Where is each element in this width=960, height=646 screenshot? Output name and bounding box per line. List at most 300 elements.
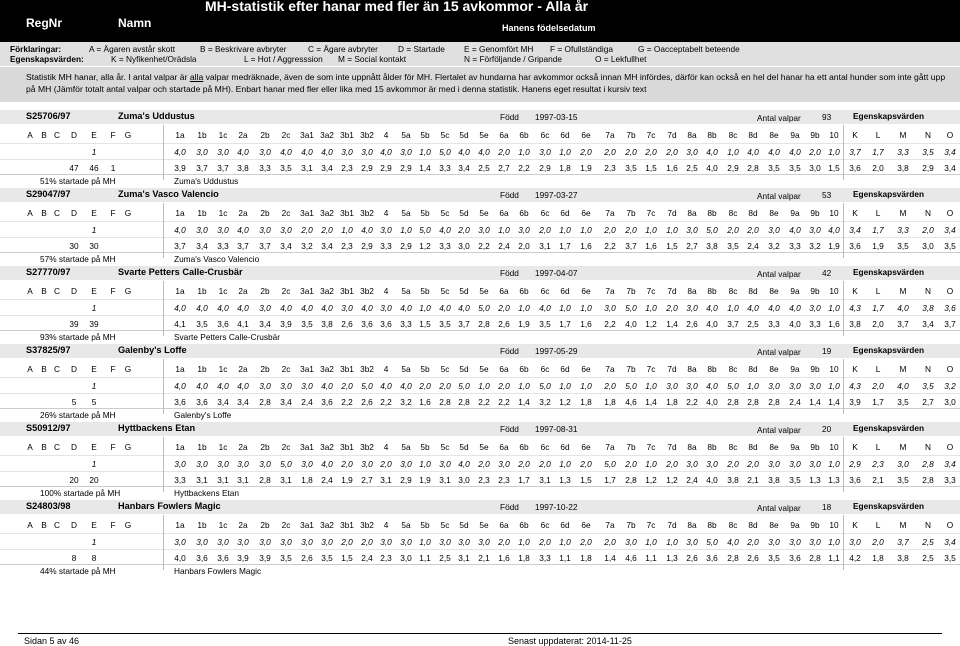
own-kl-value: 3,0: [849, 537, 861, 547]
row-separator: [0, 330, 960, 331]
kl-column-header: N: [925, 442, 931, 452]
kl-column-header: N: [925, 208, 931, 218]
own-kl-value: 3,7: [849, 147, 861, 157]
fodd-label: Född: [500, 112, 519, 122]
avg-mh-value: 3,5: [321, 553, 333, 563]
own-kl-value: 1,7: [872, 225, 884, 235]
own-mh-value: 4,0: [768, 303, 780, 313]
abc-column-header: A: [27, 286, 33, 296]
mh-column-header: 5c: [440, 364, 450, 374]
avg-mh-value: 2,4: [747, 241, 759, 251]
own-mh-value: 1,0: [580, 303, 592, 313]
own-mh-value: 4,0: [747, 303, 759, 313]
own-mh-value: 3,0: [237, 459, 249, 469]
kl-column-header: O: [946, 442, 954, 452]
own-result-e: 1: [91, 303, 97, 313]
column-separator: [843, 437, 844, 492]
mh-column-header: 7a: [605, 364, 615, 374]
dog-regnr: S37825/97: [26, 345, 71, 355]
avg-mh-value: 2,9: [400, 475, 412, 485]
mh-column-header: 4: [383, 208, 389, 218]
mh-column-header: 3a1: [300, 442, 314, 452]
mh-column-header: 1a: [175, 442, 185, 452]
own-mh-value: 5,0: [727, 381, 739, 391]
avg-mh-value: 2,8: [727, 553, 739, 563]
mh-column-header: 8e: [769, 520, 779, 530]
avg-kl-value: 3,5: [944, 553, 956, 563]
dog-birthdate: 1997-10-22: [535, 502, 578, 512]
mh-column-header: 2a: [238, 208, 248, 218]
avg-mh-value: 1,6: [580, 241, 592, 251]
egenskapsvarden-label: Egenskapsvärden: [853, 189, 925, 199]
mh-column-header: 7c: [646, 208, 656, 218]
abc-column-header: A: [27, 442, 33, 452]
own-mh-value: 4,0: [196, 303, 208, 313]
own-kl-value: 3,7: [897, 537, 909, 547]
antal-valpar-label: Antal valpar: [757, 191, 801, 201]
mh-column-header: 5a: [401, 208, 411, 218]
own-mh-value: 4,0: [361, 303, 373, 313]
avg-mh-value: 3,3: [259, 163, 271, 173]
mh-column-header: 1a: [175, 520, 185, 530]
abc-column-header: E: [91, 520, 97, 530]
mh-column-header: 8e: [769, 130, 779, 140]
avg-mh-value: 2,8: [747, 163, 759, 173]
own-mh-value: 2,0: [341, 459, 353, 469]
legend: [0, 42, 960, 66]
own-mh-value: 4,0: [321, 147, 333, 157]
own-mh-value: 3,0: [768, 537, 780, 547]
abc-count: 30: [69, 241, 79, 251]
avg-mh-value: 3,1: [196, 475, 208, 485]
abc-count: 8: [91, 553, 97, 563]
mh-column-header: 9a: [790, 442, 800, 452]
mh-column-header: 1b: [197, 208, 207, 218]
avg-mh-value: 2,8: [458, 397, 470, 407]
mh-column-header: 7a: [605, 520, 615, 530]
legend-item: A = Ägaren avstår skott: [89, 44, 176, 54]
legend-item: B = Beskrivare avbryter: [200, 44, 287, 54]
kl-column-header: L: [875, 208, 881, 218]
mh-column-header: 6a: [499, 520, 509, 530]
avg-mh-value: 2,6: [498, 319, 510, 329]
avg-mh-value: 1,6: [828, 319, 840, 329]
mh-column-header: 6c: [540, 364, 550, 374]
own-mh-value: 5,0: [539, 381, 551, 391]
legend-item: E = Genomfört MH: [464, 44, 534, 54]
egenskapsvarden-label: Egenskapsvärden: [853, 111, 925, 121]
own-mh-value: 3,0: [809, 459, 821, 469]
own-mh-value: 2,0: [580, 459, 592, 469]
own-mh-value: 3,0: [321, 537, 333, 547]
avg-mh-value: 4,6: [625, 397, 637, 407]
mh-column-header: 7b: [626, 286, 636, 296]
avg-mh-value: 2,0: [518, 241, 530, 251]
avg-mh-value: 2,4: [686, 475, 698, 485]
own-mh-value: 1,0: [828, 147, 840, 157]
own-mh-value: 2,0: [747, 225, 759, 235]
own-kl-value: 2,9: [849, 459, 861, 469]
avg-mh-value: 2,9: [361, 241, 373, 251]
column-separator: [843, 359, 844, 414]
kl-column-header: O: [946, 286, 954, 296]
row-separator: [0, 315, 960, 316]
kl-column-header: K: [852, 442, 858, 452]
mh-column-header: 6e: [581, 520, 591, 530]
avg-mh-value: 2,8: [439, 397, 451, 407]
dog-block: [0, 266, 960, 346]
avg-mh-value: 3,3: [439, 241, 451, 251]
abc-column-header: D: [71, 208, 77, 218]
own-mh-value: 2,0: [727, 459, 739, 469]
abc-column-header: C: [54, 520, 60, 530]
own-mh-value: 3,0: [686, 225, 698, 235]
own-mh-value: 1,0: [518, 537, 530, 547]
mh-column-header: 2b: [260, 130, 270, 140]
avg-mh-value: 1,4: [419, 163, 431, 173]
dog-block: [0, 344, 960, 424]
own-mh-value: 5,0: [478, 303, 490, 313]
avg-mh-value: 2,7: [498, 163, 510, 173]
mh-column-header: 8b: [707, 286, 717, 296]
own-mh-value: 4,0: [380, 147, 392, 157]
own-kl-value: 2,0: [872, 537, 884, 547]
mh-column-header: 5d: [459, 442, 469, 452]
avg-mh-value: 1,8: [580, 397, 592, 407]
dog-birthdate: 1997-03-27: [535, 190, 578, 200]
abc-column-header: A: [27, 364, 33, 374]
own-mh-value: 3,0: [380, 537, 392, 547]
own-mh-value: 5,0: [280, 459, 292, 469]
avg-mh-value: 2,7: [686, 241, 698, 251]
kl-column-header: N: [925, 286, 931, 296]
avg-mh-value: 3,4: [280, 397, 292, 407]
avg-mh-value: 1,1: [645, 553, 657, 563]
own-mh-value: 4,0: [174, 225, 186, 235]
notice-underlined: alla: [189, 72, 204, 82]
avg-mh-value: 2,9: [380, 163, 392, 173]
avg-kl-value: 3,9: [849, 397, 861, 407]
abc-column-header: B: [41, 286, 47, 296]
avg-kl-value: 3,0: [944, 397, 956, 407]
mh-column-header: 6d: [560, 364, 570, 374]
kl-column-header: O: [946, 364, 954, 374]
own-mh-value: 3,0: [789, 381, 801, 391]
own-kl-value: 3,2: [944, 381, 956, 391]
last-updated: Senast uppdaterat: 2014-11-25: [508, 636, 632, 646]
avg-kl-value: 1,7: [872, 397, 884, 407]
dog-regnr: S25706/97: [26, 111, 71, 121]
mh-column-header: 5d: [459, 208, 469, 218]
avg-mh-value: 1,3: [666, 553, 678, 563]
own-mh-value: 2,0: [439, 381, 451, 391]
own-mh-value: 3,0: [768, 459, 780, 469]
abc-column-header: D: [71, 364, 77, 374]
avg-mh-value: 3,1: [380, 475, 392, 485]
avg-kl-value: 3,5: [897, 397, 909, 407]
namn-heading: Namn: [118, 16, 152, 30]
row-separator: [0, 486, 960, 487]
antal-valpar-label: Antal valpar: [757, 347, 801, 357]
own-mh-value: 2,0: [645, 147, 657, 157]
avg-mh-value: 1,4: [828, 397, 840, 407]
own-mh-value: 4,0: [301, 147, 313, 157]
own-mh-value: 1,0: [580, 225, 592, 235]
own-mh-value: 3,0: [259, 459, 271, 469]
avg-mh-value: 3,1: [237, 475, 249, 485]
avg-mh-value: 3,6: [217, 319, 229, 329]
avg-mh-value: 3,3: [539, 553, 551, 563]
kl-column-header: L: [875, 130, 881, 140]
mh-column-header: 3b1: [340, 442, 354, 452]
avg-mh-value: 4,0: [706, 397, 718, 407]
own-mh-value: 3,0: [217, 537, 229, 547]
mh-column-header: 5c: [440, 286, 450, 296]
own-result-e: 1: [91, 147, 97, 157]
avg-mh-value: 1,8: [604, 397, 616, 407]
own-mh-value: 5,0: [625, 381, 637, 391]
page-number: Sidan 5 av 46: [24, 636, 80, 646]
own-mh-value: 4,0: [706, 303, 718, 313]
mh-column-header: 6a: [499, 442, 509, 452]
mh-column-header: 10: [829, 442, 839, 452]
abc-column-header: C: [54, 130, 60, 140]
mh-column-header: 7d: [667, 286, 677, 296]
avg-mh-value: 3,4: [237, 397, 249, 407]
own-mh-value: 3,0: [217, 147, 229, 157]
avg-kl-value: 3,7: [897, 319, 909, 329]
dog-name-repeat: Hyttbackens Etan: [174, 488, 240, 498]
avg-mh-value: 4,6: [625, 553, 637, 563]
dog-birthdate: 1997-08-31: [535, 424, 578, 434]
avg-mh-value: 3,8: [706, 241, 718, 251]
own-mh-value: 3,0: [259, 225, 271, 235]
avg-mh-value: 3,6: [217, 553, 229, 563]
dog-name: Svarte Petters Calle-Crusbär: [118, 267, 243, 277]
avg-mh-value: 2,3: [498, 475, 510, 485]
avg-mh-value: 2,2: [478, 397, 490, 407]
mh-column-header: 3b2: [360, 208, 374, 218]
avg-mh-value: 3,7: [237, 241, 249, 251]
mh-column-header: 1b: [197, 286, 207, 296]
avg-mh-value: 3,6: [361, 319, 373, 329]
column-separator: [843, 281, 844, 336]
abc-count: 5: [71, 397, 77, 407]
antal-valpar-value: 19: [822, 346, 832, 356]
avg-kl-value: 1,8: [872, 553, 884, 563]
mh-column-header: 7c: [646, 442, 656, 452]
own-mh-value: 5,0: [706, 537, 718, 547]
avg-mh-value: 1,2: [666, 475, 678, 485]
avg-mh-value: 3,1: [439, 475, 451, 485]
own-mh-value: 3,0: [625, 537, 637, 547]
avg-mh-value: 3,1: [280, 475, 292, 485]
mh-column-header: 5a: [401, 130, 411, 140]
own-mh-value: 2,0: [380, 459, 392, 469]
column-separator: [163, 359, 164, 414]
own-mh-value: 3,0: [280, 225, 292, 235]
mh-column-header: 6a: [499, 208, 509, 218]
own-mh-value: 3,0: [809, 537, 821, 547]
mh-column-header: 8b: [707, 208, 717, 218]
legend-item: M = Social kontakt: [338, 54, 407, 64]
mh-column-header: 7d: [667, 442, 677, 452]
mh-column-header: 7b: [626, 364, 636, 374]
kl-column-header: O: [946, 520, 954, 530]
mh-column-header: 7d: [667, 520, 677, 530]
kl-column-header: L: [875, 520, 881, 530]
mh-column-header: 3a1: [300, 520, 314, 530]
dog-name-repeat: Galenby's Loffe: [174, 410, 232, 420]
egenskapsvarden-label: Egenskapsvärden: [853, 345, 925, 355]
avg-mh-value: 2,9: [361, 163, 373, 173]
own-mh-value: 4,0: [174, 303, 186, 313]
own-mh-value: 1,0: [518, 303, 530, 313]
mh-column-header: 9b: [810, 208, 820, 218]
mh-column-header: 6e: [581, 442, 591, 452]
avg-mh-value: 2,2: [341, 397, 353, 407]
dog-name-repeat: Zuma's Vasco Valencio: [174, 254, 260, 264]
own-mh-value: 3,0: [380, 225, 392, 235]
mh-column-header: 3a2: [320, 520, 334, 530]
avg-mh-value: 1,6: [666, 163, 678, 173]
own-kl-value: 3,3: [897, 225, 909, 235]
own-mh-value: 1,0: [419, 303, 431, 313]
avg-mh-value: 1,4: [518, 397, 530, 407]
abc-count: 5: [91, 397, 97, 407]
own-mh-value: 4,0: [237, 147, 249, 157]
own-mh-value: 1,0: [828, 459, 840, 469]
legend-item: C = Ägare avbryter: [308, 44, 378, 54]
avg-mh-value: 3,1: [539, 475, 551, 485]
mh-column-header: 8c: [728, 442, 738, 452]
mh-column-header: 6c: [540, 130, 550, 140]
legend-item: L = Hot / Aggresssion: [244, 54, 323, 64]
abc-column-header: A: [27, 520, 33, 530]
mh-column-header: 3a1: [300, 364, 314, 374]
avg-mh-value: 1,8: [559, 163, 571, 173]
own-mh-value: 4,0: [321, 303, 333, 313]
own-mh-value: 2,0: [727, 225, 739, 235]
row-separator: [0, 143, 960, 144]
avg-mh-value: 3,1: [217, 475, 229, 485]
mh-column-header: 5b: [420, 130, 430, 140]
abc-column-header: B: [41, 208, 47, 218]
mh-column-header: 7d: [667, 130, 677, 140]
dog-name-repeat: Zuma's Uddustus: [174, 176, 239, 186]
own-mh-value: 1,0: [828, 537, 840, 547]
own-kl-value: 3,4: [944, 147, 956, 157]
kl-column-header: K: [852, 520, 858, 530]
mh-column-header: 7d: [667, 208, 677, 218]
mh-column-header: 5e: [479, 364, 489, 374]
own-mh-value: 1,0: [419, 459, 431, 469]
own-mh-value: 3,0: [217, 225, 229, 235]
avg-mh-value: 2,2: [478, 241, 490, 251]
mh-column-header: 8d: [748, 208, 758, 218]
mh-column-header: 8d: [748, 442, 758, 452]
kl-column-header: K: [852, 364, 858, 374]
row-separator: [0, 549, 960, 550]
row-separator: [0, 533, 960, 534]
avg-mh-value: 3,7: [196, 163, 208, 173]
avg-mh-value: 1,5: [580, 475, 592, 485]
own-kl-value: 3,4: [849, 225, 861, 235]
avg-mh-value: 3,2: [539, 397, 551, 407]
abc-count: 8: [71, 553, 77, 563]
abc-column-header: E: [91, 208, 97, 218]
mh-column-header: 8b: [707, 364, 717, 374]
mh-column-header: 2c: [281, 520, 291, 530]
own-mh-value: 2,0: [580, 537, 592, 547]
mh-column-header: 10: [829, 286, 839, 296]
avg-mh-value: 3,3: [380, 241, 392, 251]
own-mh-value: 4,0: [400, 381, 412, 391]
row-separator: [0, 174, 960, 175]
avg-mh-value: 3,0: [400, 553, 412, 563]
mh-column-header: 4: [383, 130, 389, 140]
abc-column-header: A: [27, 208, 33, 218]
mh-column-header: 7a: [605, 130, 615, 140]
mh-column-header: 3b2: [360, 130, 374, 140]
avg-mh-value: 1,1: [828, 553, 840, 563]
column-separator: [163, 515, 164, 570]
own-mh-value: 3,0: [361, 459, 373, 469]
own-mh-value: 3,0: [259, 303, 271, 313]
own-kl-value: 2,3: [872, 459, 884, 469]
column-separator: [163, 125, 164, 180]
own-mh-value: 1,0: [666, 537, 678, 547]
dog-name: Zuma's Uddustus: [118, 111, 195, 121]
abc-column-header: G: [124, 442, 132, 452]
mh-column-header: 8d: [748, 364, 758, 374]
own-mh-value: 2,0: [666, 147, 678, 157]
kl-column-header: M: [899, 286, 907, 296]
avg-kl-value: 3,3: [944, 475, 956, 485]
own-kl-value: 4,0: [897, 303, 909, 313]
avg-mh-value: 3,9: [174, 163, 186, 173]
legend-label: Förklaringar:: [10, 44, 62, 54]
avg-mh-value: 3,5: [789, 475, 801, 485]
own-mh-value: 4,0: [321, 459, 333, 469]
own-mh-value: 4,0: [706, 147, 718, 157]
mh-column-header: 8b: [707, 130, 717, 140]
avg-mh-value: 3,5: [301, 319, 313, 329]
avg-mh-value: 3,5: [768, 163, 780, 173]
dog-regnr: S29047/97: [26, 189, 71, 199]
column-separator: [163, 437, 164, 492]
avg-kl-value: 2,9: [922, 163, 934, 173]
own-mh-value: 3,0: [789, 459, 801, 469]
own-mh-value: 3,0: [518, 225, 530, 235]
own-mh-value: 4,0: [789, 225, 801, 235]
avg-kl-value: 2,8: [922, 475, 934, 485]
own-mh-value: 2,0: [539, 537, 551, 547]
row-separator: [0, 237, 960, 238]
own-result-e: 1: [91, 459, 97, 469]
avg-mh-value: 1,2: [559, 397, 571, 407]
mh-column-header: 7c: [646, 130, 656, 140]
own-mh-value: 2,0: [478, 459, 490, 469]
notice-text: Statistik MH hanar, alla år. I antal valpar är alla valpar medräknade, även de som inte uppnått ålder för MH. Flertalet av hundarna har avkommor också innan MH infördes, därför kan också en hel del hanar ha ett antal hunder som inte gått upp på MH (Jämför totalt antal valpar och startade på MH). Enbart hanar med fler eller lika med 15 avkommor är med i denna statistik. Hanens eget resultat i kursiv text: [26, 72, 946, 94]
column-separator: [163, 203, 164, 258]
own-mh-value: 3,0: [280, 381, 292, 391]
avg-kl-value: 2,5: [922, 553, 934, 563]
mh-column-header: 5d: [459, 364, 469, 374]
own-mh-value: 1,0: [645, 303, 657, 313]
avg-mh-value: 3,5: [280, 553, 292, 563]
avg-mh-value: 4,0: [706, 475, 718, 485]
